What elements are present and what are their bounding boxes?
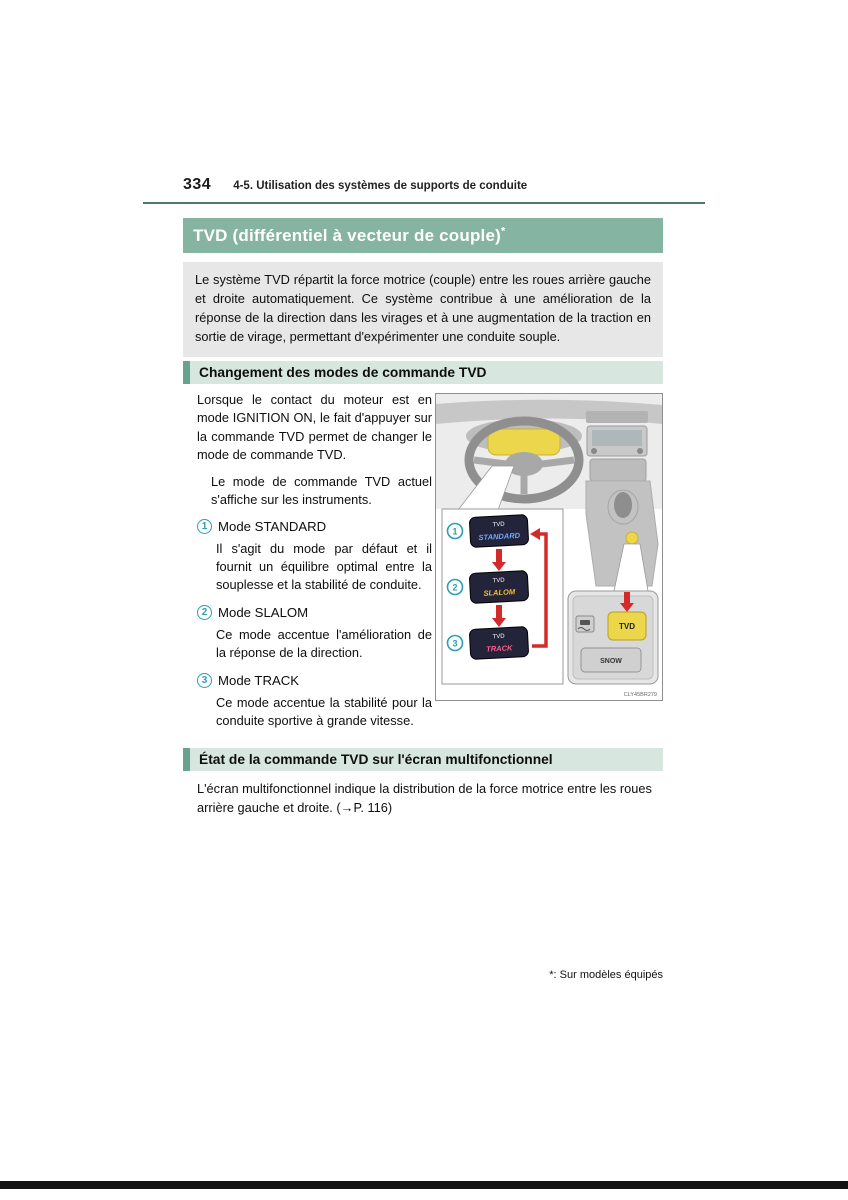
section-title: État de la commande TVD sur l'écran multifonctionnel xyxy=(199,752,553,767)
snow-switch xyxy=(581,648,641,672)
tvd-illustration xyxy=(435,393,663,701)
mode-cycle-box xyxy=(442,509,563,684)
section-header-bar xyxy=(183,748,190,771)
figure-code: CLY45BR279 xyxy=(623,692,657,698)
standard-label: STANDARD xyxy=(478,530,521,543)
mode-description: Il s'agit du mode par défaut et il fournit un équilibre optimal entre la souplesse et la stabilité de conduite. xyxy=(216,540,432,593)
section-title: Changement des modes de commande TVD xyxy=(199,365,487,380)
circled-number-3: 3 xyxy=(197,673,212,688)
section1-text-column xyxy=(197,391,432,738)
down-arrow-2 xyxy=(496,605,502,618)
tvd-knob-highlight xyxy=(626,532,638,544)
circled-number-1: 1 xyxy=(197,519,212,534)
mode-title: Mode STANDARD xyxy=(218,518,327,534)
section-header-tvd-modes xyxy=(183,361,663,384)
track-label: TRACK xyxy=(485,643,513,654)
tvd-label: TVD xyxy=(492,521,505,529)
paragraph-indented: Le mode de commande TVD actuel s'affiche sur les instruments. xyxy=(211,473,432,508)
switch-closeup-panel xyxy=(568,591,658,684)
mode-button-slalom xyxy=(469,571,528,604)
title-asterisk: * xyxy=(501,225,506,238)
header-rule xyxy=(143,202,705,204)
vsc-off-icon xyxy=(576,616,594,632)
running-header xyxy=(183,176,527,194)
mode-description: Ce mode accentue l'amélioration de la réponse de la direction. xyxy=(216,626,432,661)
tvd-label: TVD xyxy=(492,577,505,585)
mode-title: Mode TRACK xyxy=(218,672,300,688)
list-item-mode-track xyxy=(197,671,432,731)
list-item-mode-slalom xyxy=(197,603,432,663)
page-edge-bar xyxy=(0,1181,848,1189)
tvd-label: TVD xyxy=(492,633,505,641)
section-header-tvd-display xyxy=(183,748,663,771)
mode-button-track xyxy=(469,627,528,660)
intro-box: Le système TVD répartit la force motrice (couple) entre les roues arrière gauche et droite automatiquement. Ce système contribue à une amélioration de la réponse de la direction dans les virages et à une augmentation de la traction en sortie de virage, permettant d'expérimenter une conduite souple. xyxy=(183,262,663,357)
mode-description: Ce mode accentue la stabilité pour la conduite sportive à grande vitesse. xyxy=(216,694,432,729)
title-banner xyxy=(183,218,663,253)
snow-switch-label: SNOW xyxy=(600,658,622,665)
slalom-label: SLALOM xyxy=(483,587,516,598)
figure-number-3: 3 xyxy=(452,638,458,649)
mode-button-standard xyxy=(469,515,528,548)
figure-number-2: 2 xyxy=(452,582,458,593)
down-arrow-1 xyxy=(496,549,502,562)
paragraph: Lorsque le contact du moteur est en mode IGNITION ON, le fait d'appuyer sur la commande TVD permet de changer le mode de commande TVD. xyxy=(197,392,432,463)
chapter-header: 4-5. Utilisation des systèmes de supports de conduite xyxy=(233,180,528,192)
page-number: 334 xyxy=(183,176,212,193)
tvd-illustration-svg xyxy=(436,394,662,700)
figure-number-1: 1 xyxy=(452,526,458,537)
title-banner-text: TVD (différentiel à vecteur de couple) xyxy=(193,226,501,245)
circled-number-2: 2 xyxy=(197,605,212,620)
tvd-switch xyxy=(608,612,646,640)
list-item-mode-standard xyxy=(197,517,432,595)
tvd-switch-label: TVD xyxy=(619,622,635,631)
mode-title: Mode SLALOM xyxy=(218,604,309,620)
section-header-bar xyxy=(183,361,190,384)
section2-paragraph: L'écran multifonctionnel indique la distribution de la force motrice entre les roues arrière gauche et droite. (→P. 116) xyxy=(197,781,652,816)
footnote: *: Sur modèles équipés xyxy=(549,969,663,981)
